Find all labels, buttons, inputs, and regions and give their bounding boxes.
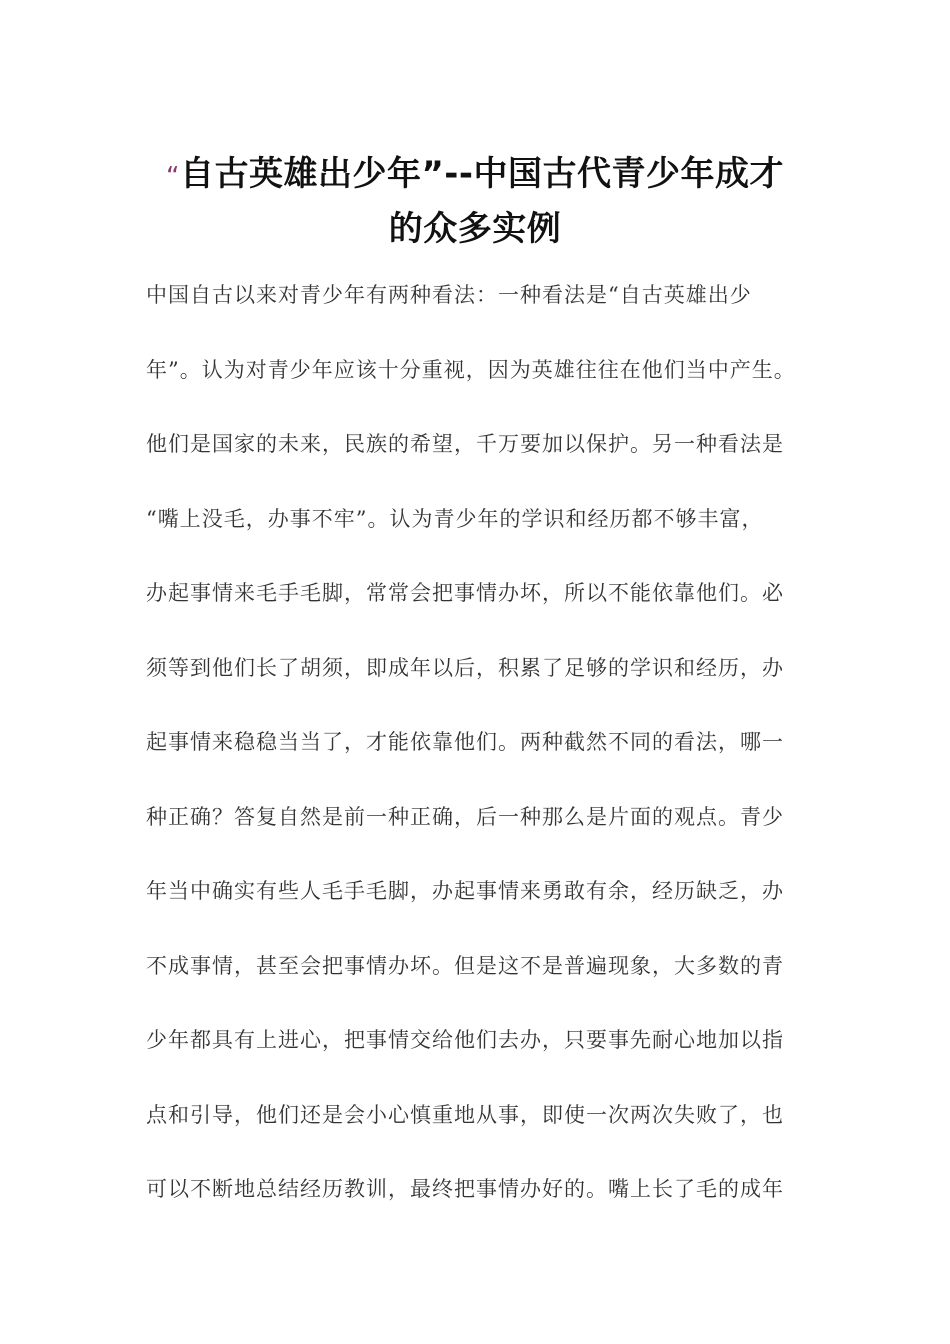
text-line: 点和引导，他们还是会小心慎重地从事，即使一次两次失败了，也 — [146, 1102, 784, 1127]
text-line: “嘴上没毛，办事不牢”。认为青少年的学识和经历都不够丰富， — [146, 506, 764, 531]
text-line: 起事情来稳稳当当了，才能依靠他们。两种截然不同的看法，哪一 — [146, 730, 784, 754]
document-title — [100, 148, 850, 255]
text-line: 中国自古以来对青少年有两种看法：一种看法是“自古英雄出少 — [146, 283, 752, 307]
text-line: 少年都具有上进心，把事情交给他们去办，只要事先耐心地加以指 — [146, 1028, 784, 1052]
title-line1: 自古英雄出少年”--中国古代青少年成才 — [179, 154, 785, 194]
text-line: 年”。认为对青少年应该十分重视，因为英雄往往在他们当中产生。 — [146, 357, 796, 382]
body-paragraph — [146, 258, 808, 1227]
text-line: 办起事情来毛手毛脚，常常会把事情办坏，所以不能依靠他们。必 — [146, 581, 784, 605]
title-open-quote: “ — [165, 162, 180, 192]
text-line: 须等到他们长了胡须，即成年以后，积累了足够的学识和经历，办 — [146, 655, 784, 680]
title-line2: 的众多实例 — [388, 209, 562, 249]
text-line: 年当中确实有些人毛手毛脚，办起事情来勇敢有余，经历缺乏，办 — [146, 879, 784, 903]
text-line: 可以不断地总结经历教训，最终把事情办好的。嘴上长了毛的成年 — [146, 1177, 784, 1201]
text-line: 种正确？答复自然是前一种正确，后一种那么是片面的观点。青少 — [146, 804, 784, 829]
text-line: 他们是国家的未来，民族的希望，千万要加以保护。另一种看法是 — [146, 432, 784, 456]
text-line: 不成事情，甚至会把事情办坏。但是这不是普遍现象，大多数的青 — [146, 953, 784, 978]
